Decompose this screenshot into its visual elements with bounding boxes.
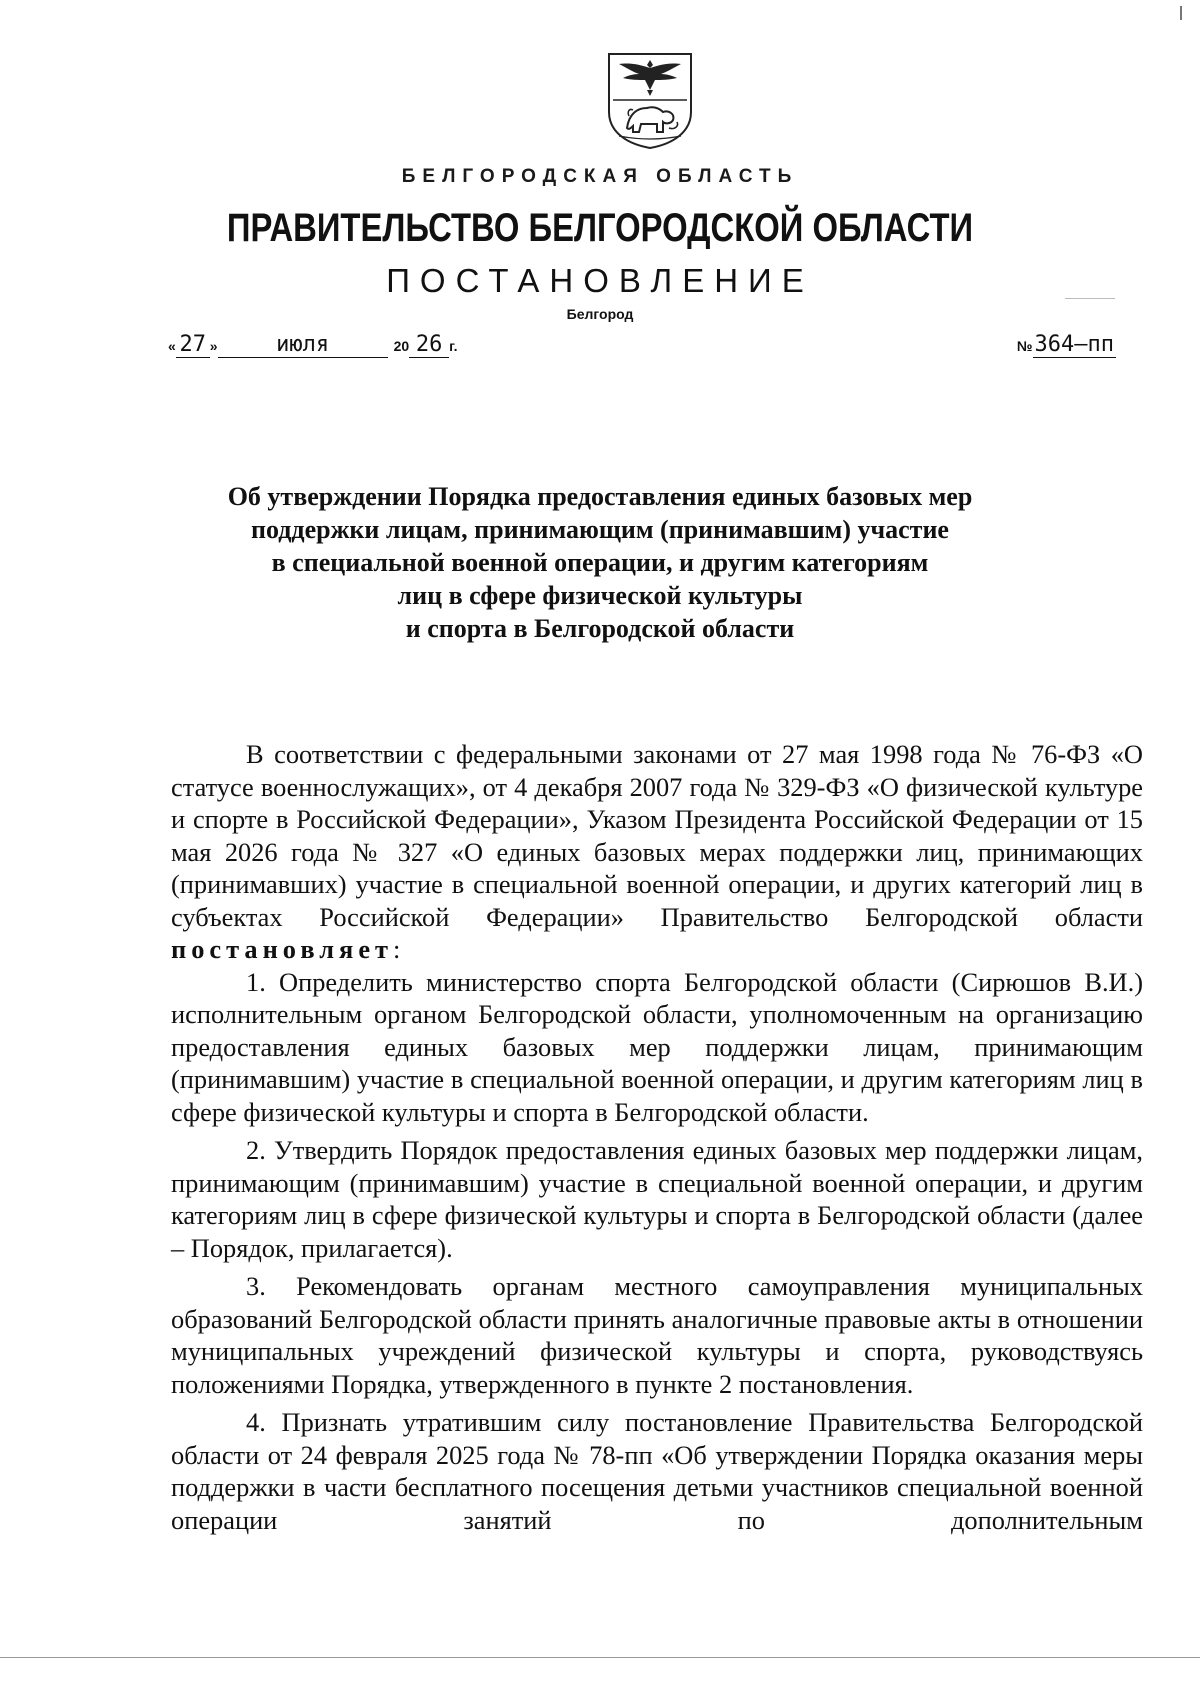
document-type: ПОСТАНОВЛЕНИЕ (386, 262, 814, 299)
date-day: 27 (179, 332, 207, 357)
item-paragraph: 3. Рекомендовать органам местного самоуправления муниципальных образований Белгородской области принять аналогичные правовые акты в отношении муниципальных учреждений физической культуры и спорта, руководствуясь положениями Порядка, утвержденного в пункте 2 постановления. (171, 1271, 1143, 1399)
government-title: ПРАВИТЕЛЬСТВО БЕЛГОРОДСКОЙ ОБЛАСТИ (226, 206, 974, 250)
title-line: лиц в сфере физической культуры (397, 581, 803, 610)
date-open-quote: « (168, 338, 176, 354)
title-line: в специальной военной операции, и другим категориям (271, 548, 929, 577)
date-day-field (176, 332, 210, 358)
number-prefix: № (1016, 338, 1033, 354)
region-name: БЕЛГОРОДСКАЯ ОБЛАСТЬ (401, 166, 799, 187)
date-year-prefix: 20 (393, 338, 410, 354)
city-name: Белгород (566, 306, 634, 322)
item-paragraph: 4. Признать утратившим силу постановление Правительства Белгородской области от 24 февраля 2025 года № 78-пп «Об утверждении Порядка оказания меры поддержки в части бесплатного посещения детьми участников специальной военной операции занятий по дополнительным (171, 1407, 1143, 1535)
item-paragraph: 1. Определить министерство спорта Белгородской области (Сирюшов В.И.) исполнительным органом Белгородской области, уполномоченным на организацию предоставления единых базовых мер поддержки лицам, принимающим (принимавшим) участие в специальной военной операции, и другим категориям лиц в сфере физической культуры и спорта в Белгородской области. (171, 966, 1143, 1127)
decree-word: постановляет (171, 934, 394, 964)
scan-mark (1180, 6, 1182, 20)
preamble-text: В соответствии с федеральными законами от 27 мая 1998 года № 76-ФЗ «О статусе военнослужащих», от 4 декабря 2007 года № 329-ФЗ «О физической культуре и спорте в Российской Федерации», Указом Президента Российской Федерации от 15 мая 2026 года № 327 «О единых базовых мерах поддержки лиц, принимающих (принимавших) участие в специальной военной операции, и других категорий лиц в субъектах Российской Федерации» Правительство Белгородской области (171, 739, 1143, 932)
title-line: и спорта в Белгородской области (405, 614, 795, 643)
document-number (1017, 332, 1116, 358)
document-title (150, 480, 1050, 645)
date-year-field (409, 332, 449, 358)
title-line: поддержки лицам, принимающим (принимавшим) участие (251, 515, 949, 544)
date-month-field (218, 332, 388, 358)
number-value: 364–пп (1034, 332, 1114, 357)
title-line: Об утверждении Порядка предоставления единых базовых мер (227, 482, 973, 511)
document-body (171, 738, 1143, 1536)
preamble-colon: : (393, 934, 401, 964)
preamble-paragraph (171, 738, 1143, 966)
scan-mark (1065, 298, 1115, 299)
date-year-suffix: 26 (415, 332, 443, 357)
date-line (168, 332, 458, 358)
date-close-quote: » (209, 338, 218, 354)
date-month: июля (276, 332, 330, 357)
item-paragraph: 2. Утвердить Порядок предоставления единых базовых мер поддержки лицам, принимающим (принимавшим) участие в специальной военной операции, и другим категориям лиц в сфере физической культуры и спорта в Белгородской области (далее – Порядок, прилагается). (171, 1135, 1143, 1263)
scan-edge-line (0, 1657, 1200, 1658)
coat-of-arms-icon (603, 50, 697, 150)
date-year-label: г. (449, 338, 458, 354)
